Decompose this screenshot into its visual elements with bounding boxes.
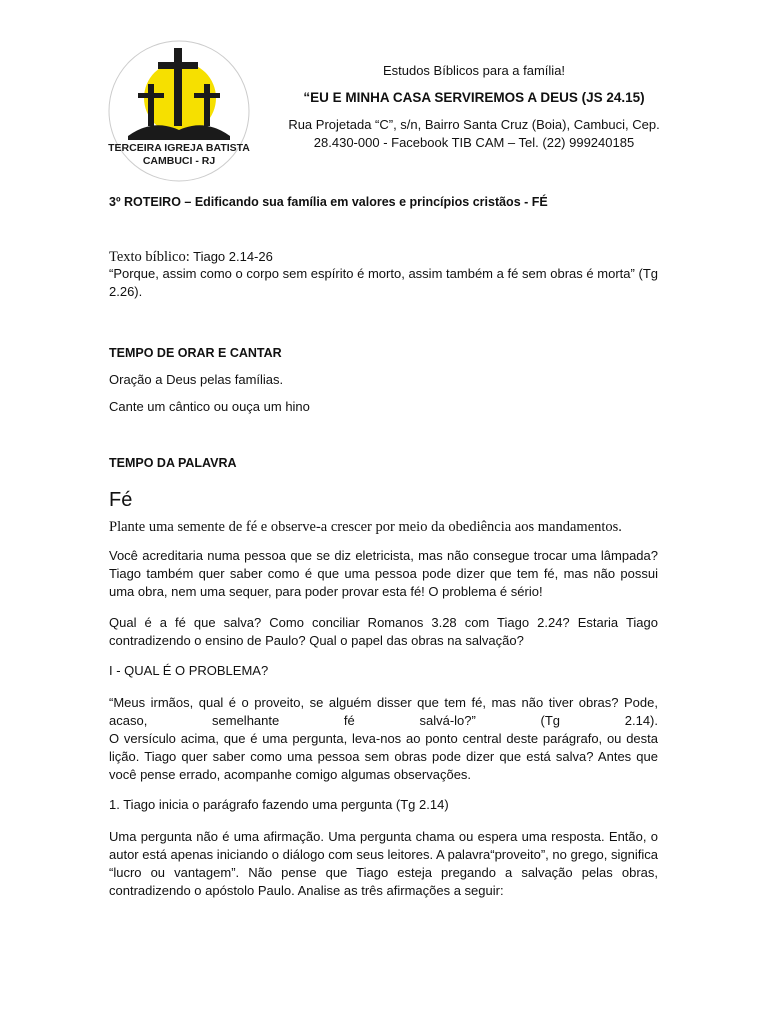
paragraph-3-line-a: “Meus irmãos, qual é o proveito, se alguém disser que tem fé, mas não tiver obras? Pode, bbox=[109, 695, 658, 710]
header-contact: 28.430-000 - Facebook TIB CAM – Tel. (22) 999240185 bbox=[313, 135, 635, 150]
list-item-1: 1. Tiago inicia o parágrafo fazendo uma pergunta (Tg 2.14) bbox=[109, 797, 449, 812]
bible-quote: “Porque, assim como o corpo sem espírito é morto, assim também a fé sem obras é morta” (Tg 2.26). bbox=[109, 266, 658, 299]
pray-item-2: Cante um cântico ou ouça um hino bbox=[109, 399, 310, 414]
roteiro-title: 3º ROTEIRO – Edificando sua família em valores e princípios cristãos - FÉ bbox=[109, 195, 548, 209]
section-heading-1: I - QUAL É O PROBLEMA? bbox=[109, 663, 269, 678]
header-motto: “EU E MINHA CASA SERVIREMOS A DEUS (JS 24.15) bbox=[303, 90, 645, 105]
header-address: Rua Projetada “C”, s/n, Bairro Santa Cruz (Boia), Cambuci, Cep. bbox=[288, 117, 660, 132]
pray-item-1: Oração a Deus pelas famílias. bbox=[109, 372, 284, 387]
section-subtitle: Plante uma semente de fé e observe-a crescer por meio da obediência aos mandamentos. bbox=[109, 519, 622, 535]
section-title: Fé bbox=[109, 489, 133, 511]
bible-text-line bbox=[109, 248, 658, 266]
paragraph-1: Você acreditaria numa pessoa que se diz eletricista, mas não consegue trocar uma lâmpada? Tiago também quer saber como é que uma pessoa pode dizer que tem fé, mas não possui uma obra, nem uma sequer, para poder provar esta fé! O problema é sério! bbox=[109, 548, 658, 599]
header bbox=[268, 62, 680, 152]
logo-line2: CAMBUCI - RJ bbox=[142, 155, 216, 167]
paragraph-3-body: O versículo acima, que é uma pergunta, leva-nos ao ponto central deste parágrafo, ou desta lição. Tiago quer saber como uma pessoa sem obras pode dizer que está salva? Antes que você pense errado, acompanhe comigo algumas observações. bbox=[109, 731, 658, 782]
paragraph-4: Uma pergunta não é uma afirmação. Uma pergunta chama ou espera uma resposta. Então, o autor está apenas iniciando o diálogo com seus leitores. A palavra“proveito”, no grego, significa “lucro ou vantagem”. Não pense que Tiago esteja pregando a salvação pelas obras, contradizendo o apóstolo Paulo. Analise as três afirmações a seguir: bbox=[109, 829, 658, 898]
logo-line1: TERCEIRA IGREJA BATISTA bbox=[108, 142, 250, 154]
paragraph-3 bbox=[109, 694, 658, 784]
cross-icon bbox=[148, 84, 154, 126]
paragraph-2: Qual é a fé que salva? Como conciliar Romanos 3.28 com Tiago 2.24? Estaria Tiago contradizendo o ensino de Paulo? Qual o papel das obras na salvação? bbox=[109, 615, 658, 648]
header-tagline: Estudos Bíblicos para a família! bbox=[382, 63, 566, 78]
bible-text-ref: Tiago 2.14-26 bbox=[189, 249, 273, 264]
cross-icon bbox=[204, 84, 210, 126]
cross-icon bbox=[174, 48, 182, 126]
bible-text-label: Texto bíblico: bbox=[109, 249, 190, 265]
church-logo-emblem bbox=[108, 40, 250, 182]
paragraph-3-line-b: acaso, semelhante fé salvá-lo?” (Tg 2.14). bbox=[109, 713, 658, 728]
word-heading: TEMPO DA PALAVRA bbox=[109, 456, 237, 470]
pray-heading: TEMPO DE ORAR E CANTAR bbox=[109, 346, 282, 360]
church-logo bbox=[108, 40, 250, 182]
